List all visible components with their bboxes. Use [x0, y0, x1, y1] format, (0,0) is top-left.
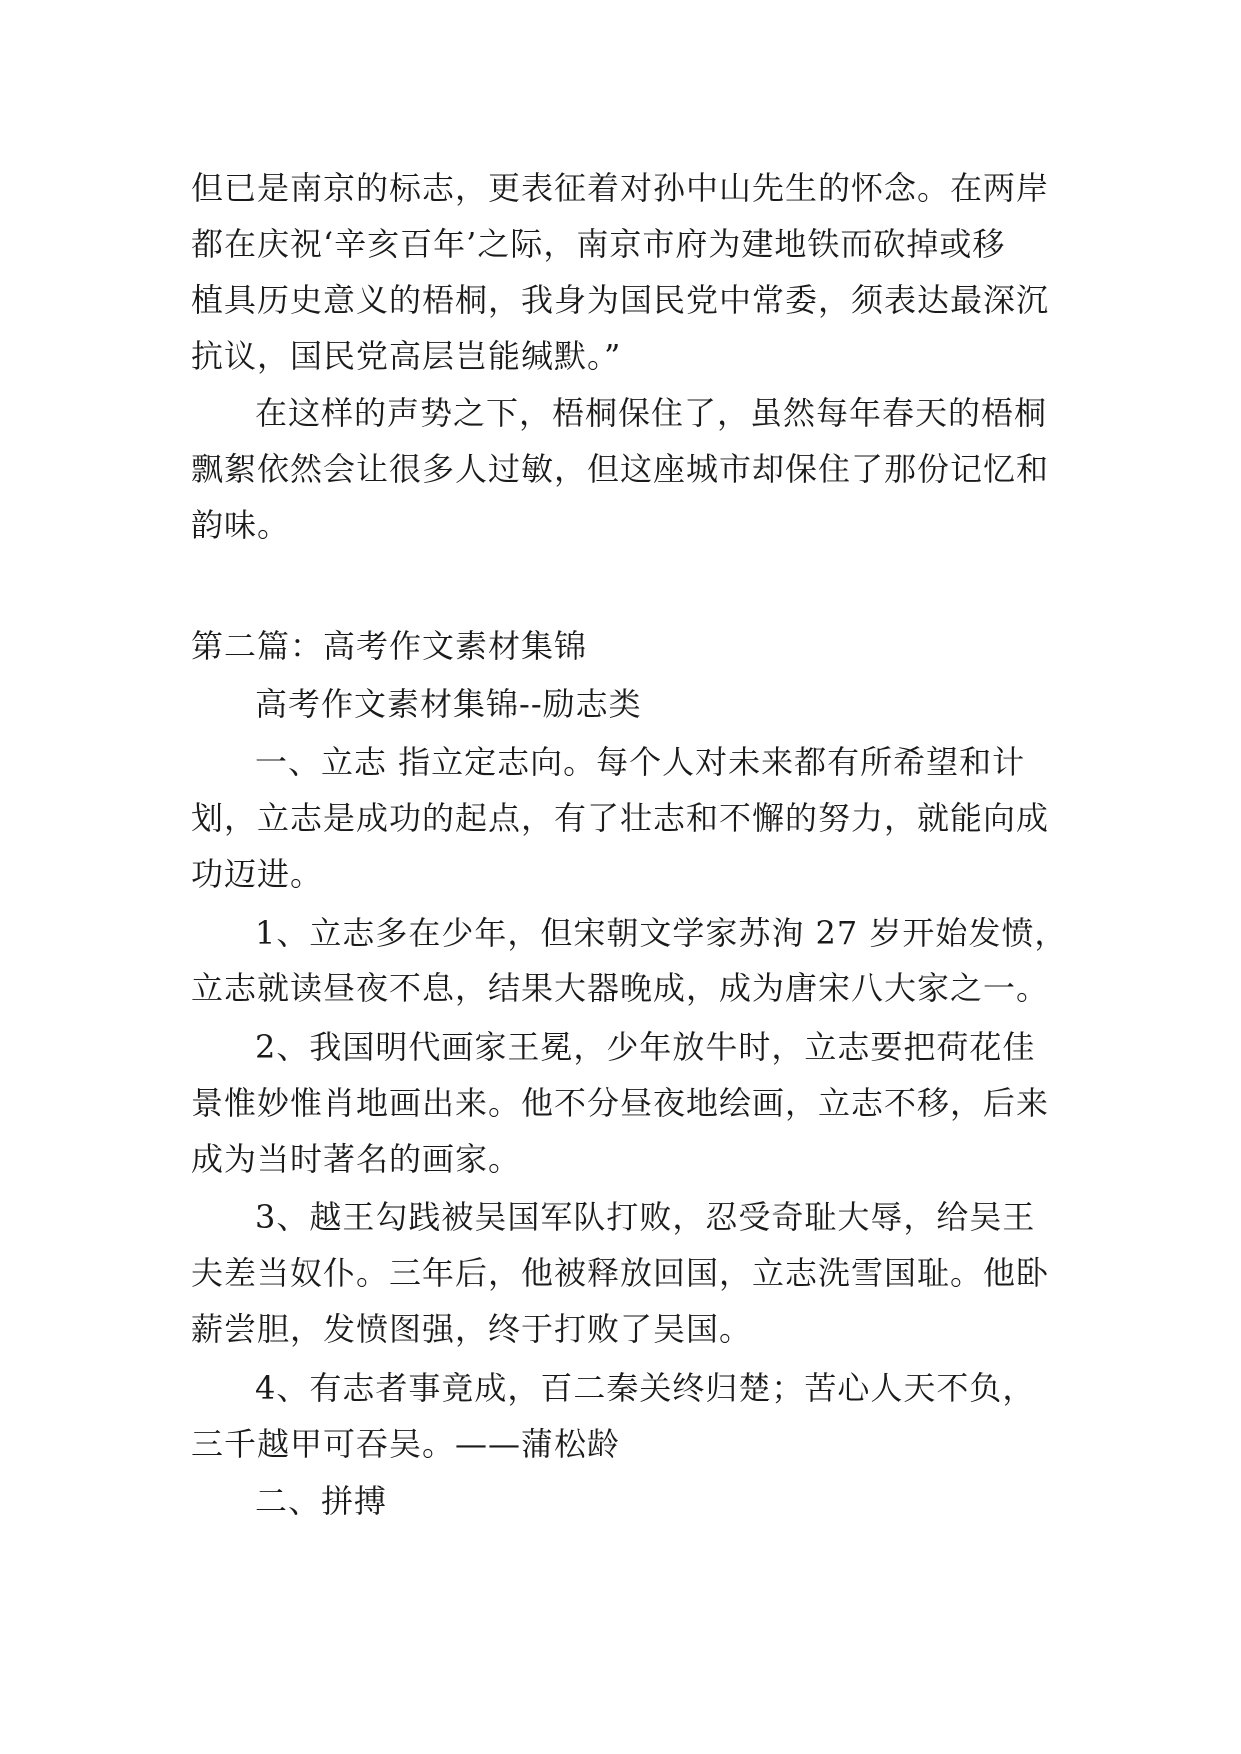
- paragraph-line: 植具历史意义的梧桐，我身为国民党中常委，须表达最深沉: [191, 281, 1050, 319]
- section-subtitle: 高考作文素材集锦--励志类: [255, 685, 642, 723]
- paragraph-line: 划，立志是成功的起点，有了壮志和不懈的努力，就能向成: [191, 799, 1050, 837]
- paragraph-line: 立志就读昼夜不息，结果大器晚成，成为唐宋八大家之一。: [191, 969, 1050, 1007]
- paragraph-line: 但已是南京的标志，更表征着对孙中山先生的怀念。在两岸: [191, 169, 1050, 207]
- paragraph-line: 韵味。: [191, 506, 291, 544]
- paragraph-line: 一、立志 指立定志向。每个人对未来都有所希望和计: [255, 743, 1026, 781]
- paragraph-line: 薪尝胆，发愤图强，终于打败了吴国。: [191, 1310, 753, 1348]
- paragraph-line: 1、立志多在少年，但宋朝文学家苏洵 27 岁开始发愤，: [255, 914, 1068, 952]
- paragraph-line: 景惟妙惟肖地画出来。他不分昼夜地绘画，立志不移，后来: [191, 1084, 1050, 1122]
- section-heading: 第二篇：高考作文素材集锦: [191, 627, 588, 665]
- paragraph-line: 在这样的声势之下，梧桐保住了，虽然每年春天的梧桐: [255, 394, 1048, 432]
- paragraph-line: 夫差当奴仆。三年后，他被释放回国，立志洗雪国耻。他卧: [191, 1254, 1050, 1292]
- paragraph-line: 三千越甲可吞吴。——蒲松龄: [191, 1425, 621, 1463]
- paragraph-line: 功迈进。: [191, 855, 324, 893]
- paragraph-line: 都在庆祝‘辛亥百年’之际，南京市府为建地铁而砍掉或移: [191, 225, 1006, 263]
- paragraph-line: 飘絮依然会让很多人过敏，但这座城市却保住了那份记忆和: [191, 450, 1050, 488]
- paragraph-line: 4、有志者事竟成，百二秦关终归楚；苦心人天不负，: [255, 1369, 1036, 1407]
- paragraph-line: 2、我国明代画家王冕，少年放牛时，立志要把荷花佳: [255, 1028, 1036, 1066]
- paragraph-line: 3、越王勾践被吴国军队打败，忍受奇耻大辱，给吴王: [255, 1198, 1036, 1236]
- paragraph-line: 抗议，国民党高层岂能缄默。”: [191, 337, 622, 375]
- paragraph-line: 二、拼搏: [255, 1482, 388, 1520]
- paragraph-line: 成为当时著名的画家。: [191, 1140, 522, 1178]
